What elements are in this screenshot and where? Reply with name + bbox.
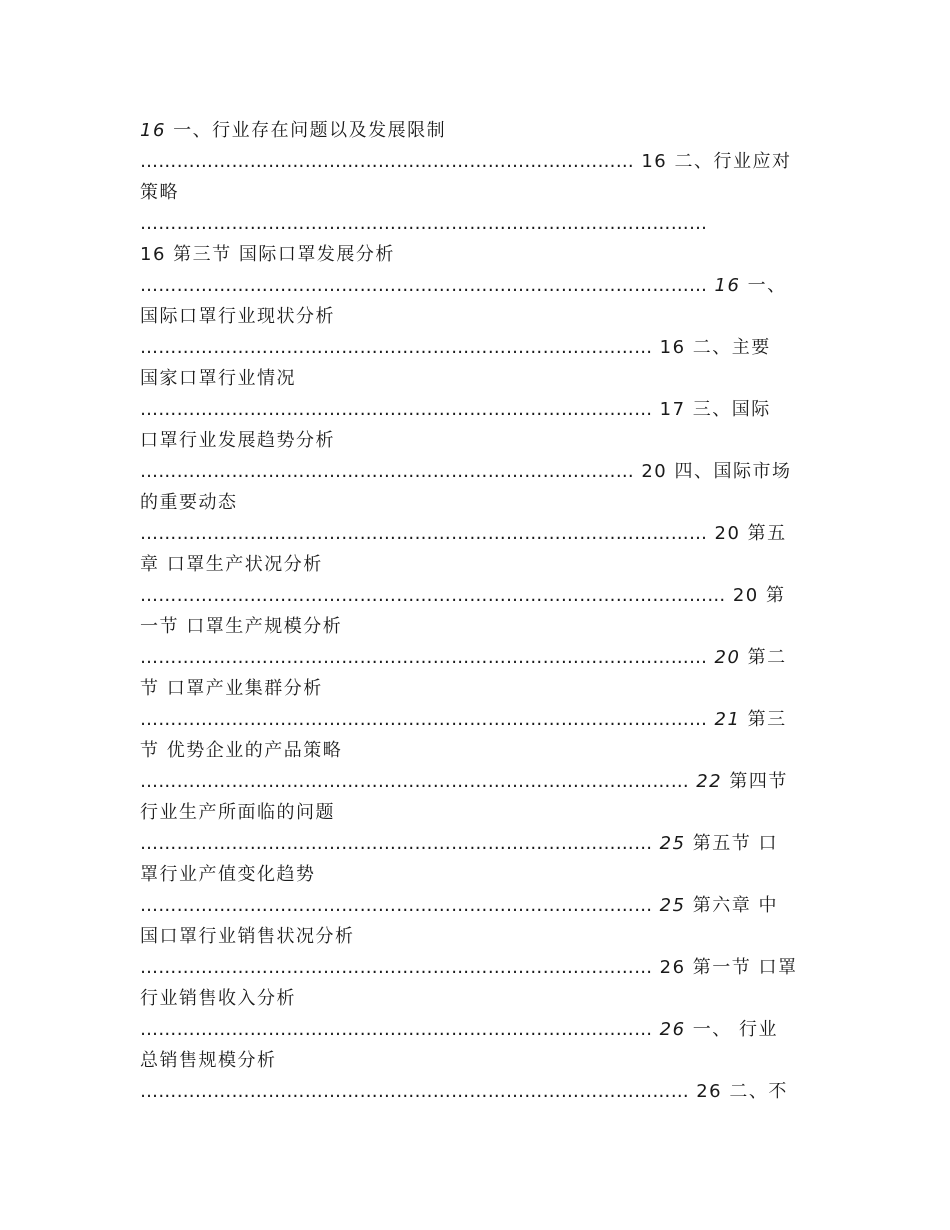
toc-text: 26 二、不 xyxy=(689,1081,788,1102)
toc-leader-dots: …………………………………………………………………………………… xyxy=(140,585,726,606)
toc-text xyxy=(707,647,714,668)
toc-text: 第四节 xyxy=(722,771,788,792)
toc-text: 国家口罩行业情况 xyxy=(140,368,296,389)
toc-text: 一、 行业 xyxy=(685,1019,778,1040)
toc-line xyxy=(140,518,820,549)
toc-line xyxy=(140,301,820,332)
toc-page-number: 25 xyxy=(659,833,686,854)
toc-text: 17 三、国际 xyxy=(652,399,771,420)
toc-line xyxy=(140,828,820,859)
toc-line xyxy=(140,1076,820,1107)
toc-line xyxy=(140,704,820,735)
toc-line xyxy=(140,611,820,642)
toc-line xyxy=(140,363,820,394)
toc-page-number: 20 xyxy=(714,647,741,668)
toc-text: 罩行业产值变化趋势 xyxy=(140,864,316,885)
toc-line xyxy=(140,673,820,704)
toc-leader-dots: ……………………………………………………………………………… xyxy=(140,1081,689,1102)
toc-text: 国口罩行业销售状况分析 xyxy=(140,926,355,947)
toc-leader-dots: ………………………………………………………………………… xyxy=(140,833,653,854)
toc-text: 第六章 中 xyxy=(685,895,778,916)
toc-line xyxy=(140,921,820,952)
toc-text: 16 二、行业应对 xyxy=(634,151,792,172)
toc-leader-dots: ………………………………………………………………………… xyxy=(140,1019,653,1040)
toc-line xyxy=(140,332,820,363)
toc-line xyxy=(140,549,820,580)
toc-text: 26 第一节 口罩 xyxy=(652,957,798,978)
toc-text: 第二 xyxy=(740,647,787,668)
toc-leader-dots: ………………………………………………………………………… xyxy=(140,337,653,358)
toc-page-number: 26 xyxy=(659,1019,686,1040)
toc-page-number: 16 xyxy=(714,275,741,296)
toc-text: 章 口罩生产状况分析 xyxy=(140,554,323,575)
toc-text xyxy=(652,895,659,916)
toc-text: 国际口罩行业现状分析 xyxy=(140,306,335,327)
toc-line xyxy=(140,177,820,208)
toc-line xyxy=(140,735,820,766)
toc-page-number: 16 xyxy=(140,120,166,141)
toc-page xyxy=(140,115,820,1107)
toc-line xyxy=(140,766,820,797)
toc-text: 16 第三节 国际口罩发展分析 xyxy=(140,244,395,265)
toc-text: 口罩行业发展趋势分析 xyxy=(140,430,335,451)
toc-text: 第五节 口 xyxy=(685,833,778,854)
toc-text xyxy=(707,709,714,730)
toc-text: 20 第五 xyxy=(707,523,787,544)
toc-text: 一、 xyxy=(740,275,787,296)
toc-text xyxy=(652,833,659,854)
toc-line xyxy=(140,115,820,146)
toc-text: 20 四、国际市场 xyxy=(634,461,792,482)
toc-text: 行业生产所面临的问题 xyxy=(140,802,335,823)
toc-leader-dots: ……………………………………………………………………… xyxy=(140,151,635,172)
toc-text: 一、行业存在问题以及发展限制 xyxy=(165,120,447,141)
toc-text: 的重要动态 xyxy=(140,492,238,513)
toc-line xyxy=(140,239,820,270)
toc-page-number: 25 xyxy=(659,895,686,916)
toc-line xyxy=(140,890,820,921)
toc-text: 总销售规模分析 xyxy=(140,1050,277,1071)
toc-line xyxy=(140,456,820,487)
toc-line xyxy=(140,580,820,611)
toc-line xyxy=(140,797,820,828)
toc-line xyxy=(140,208,820,239)
toc-leader-dots: ……………………………………………………………………… xyxy=(140,461,635,482)
toc-leader-dots: ………………………………………………………………………… xyxy=(140,895,653,916)
toc-leader-dots: ………………………………………………………………………… xyxy=(140,399,653,420)
toc-line xyxy=(140,1045,820,1076)
toc-line xyxy=(140,270,820,301)
toc-line xyxy=(140,487,820,518)
toc-line xyxy=(140,642,820,673)
toc-leader-dots: ………………………………………………………………………………… xyxy=(140,213,708,234)
toc-text xyxy=(707,275,714,296)
toc-leader-dots: ……………………………………………………………………………… xyxy=(140,771,689,792)
toc-text: 一节 口罩生产规模分析 xyxy=(140,616,343,637)
toc-line xyxy=(140,146,820,177)
toc-text: 节 口罩产业集群分析 xyxy=(140,678,323,699)
toc-line xyxy=(140,859,820,890)
toc-text: 第三 xyxy=(740,709,787,730)
toc-text xyxy=(652,1019,659,1040)
toc-leader-dots: ………………………………………………………………………………… xyxy=(140,275,708,296)
toc-leader-dots: ………………………………………………………………………………… xyxy=(140,709,708,730)
toc-line xyxy=(140,394,820,425)
toc-page-number: 21 xyxy=(714,709,741,730)
toc-line xyxy=(140,425,820,456)
toc-page-number: 22 xyxy=(696,771,723,792)
toc-text: 行业销售收入分析 xyxy=(140,988,296,1009)
toc-line xyxy=(140,983,820,1014)
toc-line xyxy=(140,1014,820,1045)
toc-leader-dots: ………………………………………………………………………………… xyxy=(140,523,708,544)
toc-text: 20 第 xyxy=(725,585,786,606)
toc-text: 策略 xyxy=(140,182,179,203)
toc-text: 节 优势企业的产品策略 xyxy=(140,740,343,761)
toc-leader-dots: ………………………………………………………………………………… xyxy=(140,647,708,668)
toc-text: 16 二、主要 xyxy=(652,337,771,358)
toc-leader-dots: ………………………………………………………………………… xyxy=(140,957,653,978)
toc-line xyxy=(140,952,820,983)
